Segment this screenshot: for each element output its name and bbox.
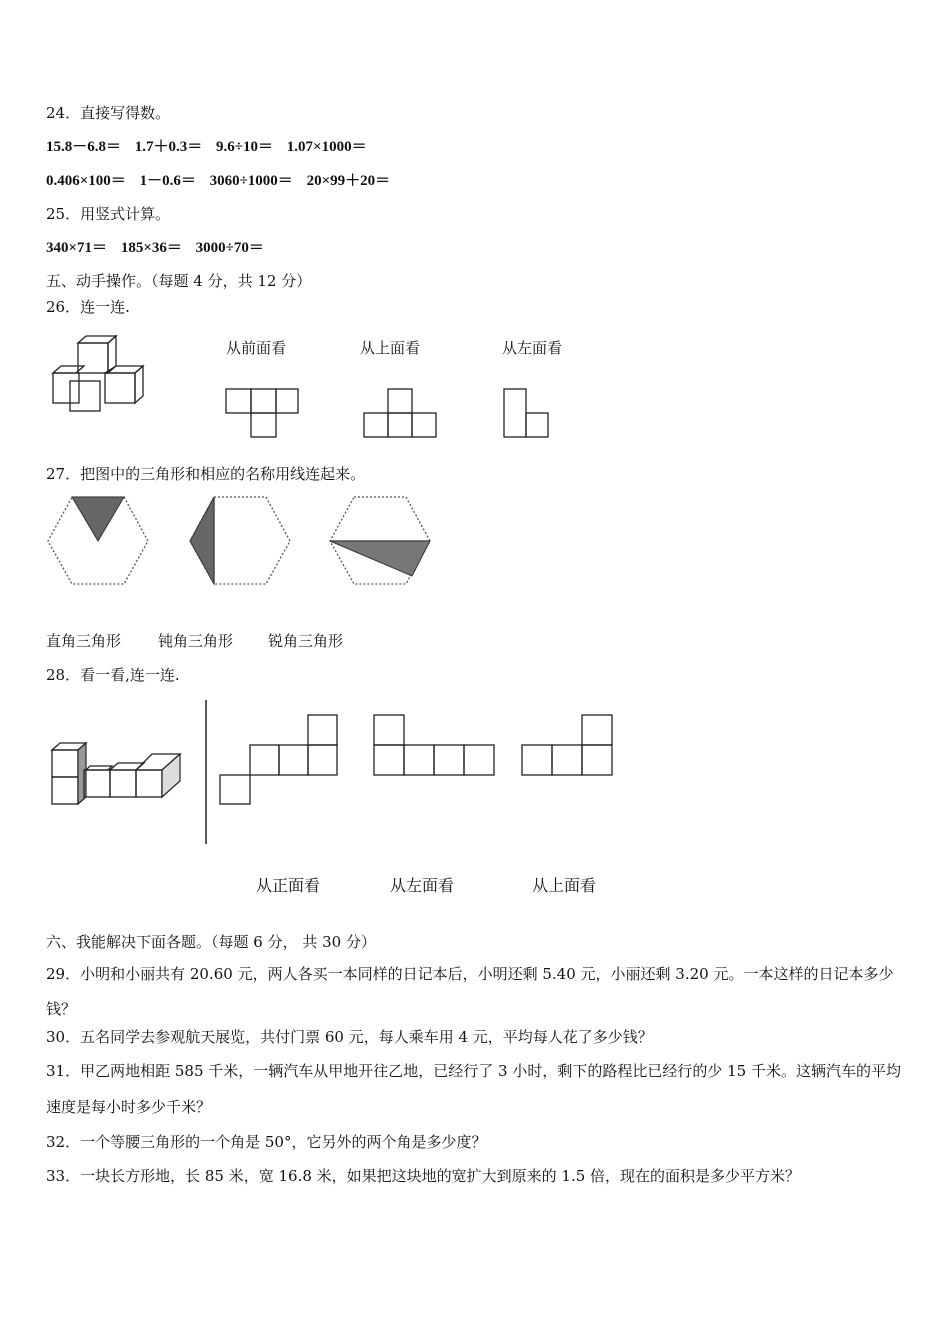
cube-face [70,381,100,411]
q29-text: 29．小明和小丽共有 20.60 元，两人各买一本同样的日记本后，小明还剩 5.40 元，小丽还剩 3.20 元。一本这样的日记本多少钱？ [46,965,894,1018]
q28-view-top: 从上面看 [532,876,597,895]
cube-face [53,366,84,373]
q26-view-top: 从上面看 [360,339,421,357]
cube-face [105,366,143,373]
triangle-shaded [330,541,430,576]
cube-face [78,336,116,343]
triangle-shaded [72,497,124,541]
cube-face [105,373,135,403]
q26-shape-a [222,385,302,441]
cube-face [84,770,110,797]
q32-text: 32．一个等腰三角形的一个角是 50°，它另外的两个角是多少度？ [46,1133,487,1151]
q31-text: 31．甲乙两地相距 585 千米，一辆汽车从甲地开往乙地，已经行了 3 小时，剩下的路程比已经行的少 15 千米。这辆汽车的平均速度是每小时多少千米？ [46,1062,901,1116]
equation: 1.07×1000＝ [286,139,367,155]
cube-face-shaded [78,743,86,804]
cube-face-shaded [162,754,180,797]
q28-shape-a [216,712,342,808]
q30-text: 30．五名同学去参观航天展览，共付门票 60 元，每人乘车用 4 元，平均每人花了多少钱？ [46,1028,653,1046]
q26-shape-c [500,385,560,441]
cube-face [136,770,162,797]
q28-view-front: 从正面看 [256,876,321,895]
equation: 1.7＋0.3＝ [134,139,203,155]
cube-face [110,770,136,797]
q25-row [46,238,274,258]
section6-title: 六、我能解决下面各题。（每题 6 分， 共 30 分） [46,933,376,951]
triangle-shaded [190,497,214,584]
q27-name-right: 直角三角形 [46,632,122,650]
q26-title: 26．连一连. [46,298,130,316]
equation: 1－0.6＝ [139,173,196,189]
q27-name-obtuse: 钝角三角形 [158,632,234,650]
q24-title: 24．直接写得数。 [46,104,171,122]
equation: 15.8－6.8＝ [46,139,122,155]
cube-face [78,343,108,373]
equation: 185×36＝ [120,240,182,256]
q28-title: 28．看一看,连一连. [46,666,180,684]
q24-row1 [46,137,377,157]
q27-hexagon-3 [328,494,434,588]
q26-view-front: 从前面看 [226,339,287,357]
q27-title: 27．把图中的三角形和相应的名称用线连起来。 [46,465,366,483]
divider-line [204,700,208,846]
q28-cube-figure [48,740,188,810]
q26-cube-figure [50,335,160,415]
equation: 3000÷70＝ [195,240,264,256]
q28-shape-b [370,712,498,778]
q28-shape-c [520,712,616,778]
equation: 0.406×100＝ [46,173,126,189]
equation: 20×99＋20＝ [306,173,391,189]
equation: 9.6÷10＝ [216,139,274,155]
q33-text: 33．一块长方形地，长 85 米，宽 16.8 米，如果把这块地的宽扩大到原来的 1.5 倍，现在的面积是多少平方米？ [46,1167,801,1185]
q27-name-acute: 锐角三角形 [268,632,344,650]
q27-hexagon-1 [46,494,152,588]
q28-view-left: 从左面看 [390,876,455,895]
cube-face [53,373,79,403]
q24-row2 [46,171,400,191]
equation: 340×71＝ [46,240,108,256]
equation: 3060÷1000＝ [209,173,293,189]
cube-face [52,750,78,777]
q27-hexagon-2 [188,494,294,588]
q26-shape-b [360,385,440,441]
section5-title: 五、动手操作。（每题 4 分，共 12 分） [46,272,312,290]
q25-title: 25．用竖式计算。 [46,205,171,223]
q26-view-left: 从左面看 [502,339,563,357]
cube-face [52,777,78,804]
